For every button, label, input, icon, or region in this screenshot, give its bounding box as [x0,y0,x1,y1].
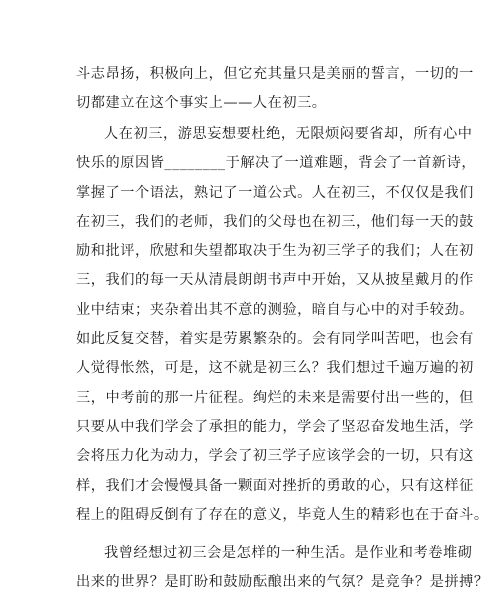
text-line [76,539,473,568]
text-line: 三，中考前的那一片征程。绚烂的未来是需要付出一些的，但 [76,389,474,406]
text-line: 斗志昂扬，积极向上，但它充其量只是美丽的誓言，一切的一 [76,66,474,82]
text-line: 业中结束；夹杂着出其不意的测验，暗自与心中的对手较劲。 [76,301,474,318]
text-line: 出来的世界？是盯盼和鼓励酝酿出来的气氛？是竞争？是拼搏？ [76,574,489,591]
text-line: 程上的阻碍反倒有了存在的意义，毕竟人生的精彩也在于奋斗。 [76,506,489,523]
text-line: 快乐的原因皆________于解决了一道难题，背会了一首新诗， [76,155,477,172]
text-line-content: 人在初三，游思妄想要杜绝，无限烦闷要省却，所有心中 [104,126,473,142]
text-line: 样，我们才会慢慢具备一颗面对挫折的勇敢的心，只有这样征 [76,477,474,494]
text-line [76,120,473,149]
paragraph-2 [76,120,489,530]
text-line: 励和批评，欣慰和失望都取决于生为初三学子的我们；人在初 [76,243,474,260]
text-line-content: 我曾经想过初三会是怎样的一种生活。是作业和考卷堆砌 [104,545,473,561]
text-line: 只要从中我们学会了承担的能力，学会了坚忍奋发地生活，学 [76,418,474,435]
text-line: 会将压力化为动力，学会了初三学子应该学会的一切，只有这 [76,448,474,465]
paragraph-1 [76,60,474,119]
text-line: 如此反复交替，着实是劳累繁杂的。会有同学叫苦吧，也会有 [76,331,474,348]
text-line: 在初三，我们的老师，我们的父母也在初三，他们每一天的鼓 [76,213,474,230]
text-line: 人觉得怅然，可是，这不就是初三么？我们想过千遍万遍的初 [76,360,474,377]
text-line: 掌握了一个语法，熟记了一道公式。人在初三，不仅仅是我们 [76,184,474,201]
paragraph-3 [76,539,489,598]
text-line: 三，我们的每一天从清晨朗朗书声中开始，又从披星戴月的作 [76,272,474,289]
text-line: 切都建立在这个事实上——人在初三。 [76,95,327,112]
